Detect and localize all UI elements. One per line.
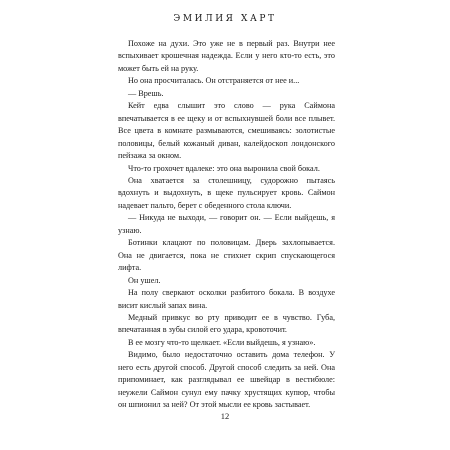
paragraph: Он ушел.	[128, 275, 161, 285]
paragraph: Похоже на духи. Это уже не в первый раз. Внутри нее вспыхивает крошечная надежда. Если у него кто-то есть, это может быть ей на руку.	[118, 39, 335, 73]
paragraph: Кейт едва слышит это слово — рука Саймона впечатывается в ее щеку и от вспыхнувшей боли все плывет. Все цвета в комнате размываются, смешиваясь: золотистые половицы, белый кожаный диван, калейдоскоп лондонского пейзажа за окном.	[118, 101, 335, 161]
paragraph: Но она просчиталась. Он отстраняется от нее и...	[128, 76, 300, 86]
paragraph: Медный привкус во рту приводит ее в чувство. Губа, впечатанная в зубы силой его удара, кровоточит.	[118, 312, 335, 335]
paragraph: Что-то грохочет вдалеке: это она выронила свой бокал.	[128, 163, 320, 173]
paragraph: — Никуда не выходи, — говорит он. — Если выйдешь, я узнаю.	[118, 213, 335, 235]
paragraph: Она хватается за столешницу, судорожно пытаясь вдохнуть и выдохнуть, в щеке пульсирует кровь. Саймон надевает пальто, берет с обеденного стола ключи.	[118, 175, 335, 210]
paragraph: — Врешь.	[128, 88, 164, 98]
paragraph: Видимо, было недостаточно оставить дома телефон. У него есть другой способ. Другой способ следить за ней. Она припоминает, как разглядывал ее швейцар в вестибюле: неужели Саймон сунул ему пачку хрустящих купюр, чтобы он шпионил за ней? От этой мысли ее кровь застывает.	[118, 350, 335, 410]
page-number: 12	[220, 411, 230, 421]
paragraph: На полу сверкают осколки разбитого бокала. В воздухе висит кислый запах вина.	[118, 288, 335, 310]
body-text	[118, 38, 335, 412]
paragraph: Ботинки клацают по половицам. Дверь захлопывается. Она не двигается, пока не стихнет скрип спускающегося лифта.	[118, 238, 335, 273]
paragraph: В ее мозгу что-то щелкает. «Если выйдешь, я узнаю».	[128, 337, 316, 347]
running-head: ЭМИЛИЯ ХАРТ	[173, 14, 277, 24]
